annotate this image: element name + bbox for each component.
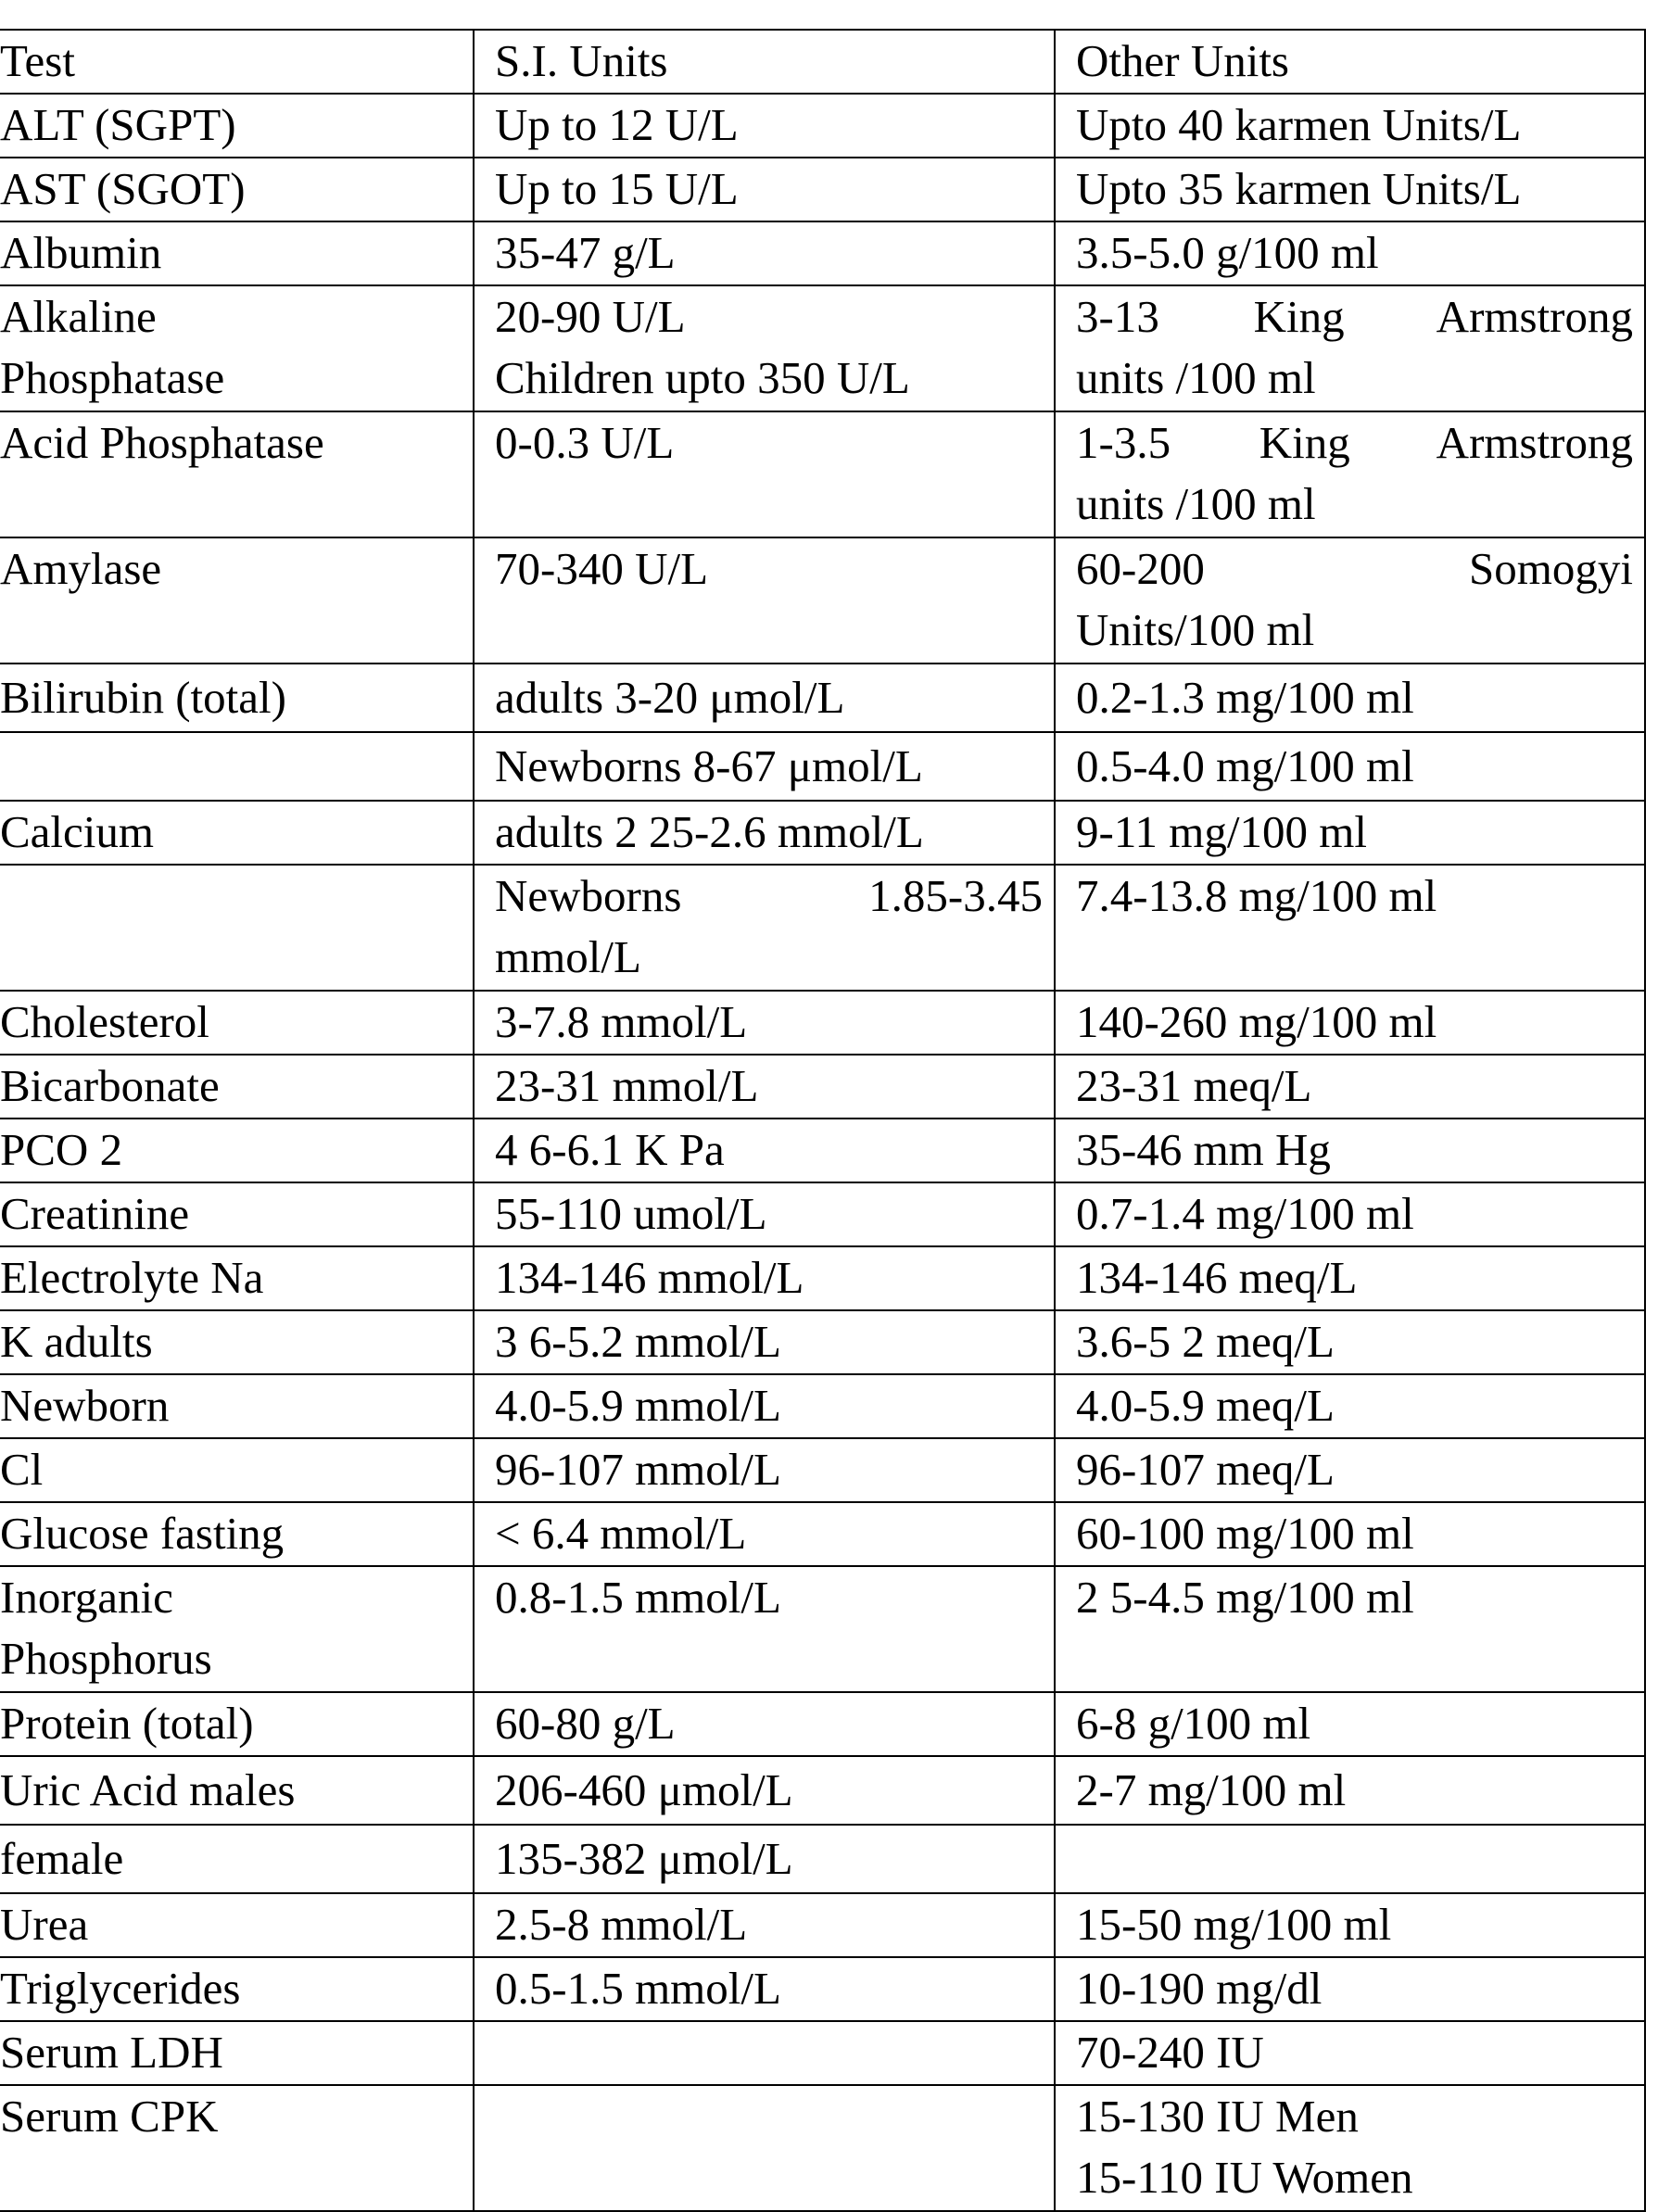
cell-test [0,1502,474,1566]
cell-test [0,1825,474,1893]
cell-line: ALT (SGPT) [0,99,236,150]
cell-line: Upto 40 karmen Units/L [1076,99,1522,150]
cell-line: 60-200 Somogyi [1076,543,1633,594]
table-row [0,1825,1645,1893]
cell-test [0,1310,474,1374]
cell-test [0,537,474,664]
cell-test [0,732,474,801]
cell-line: 3-7.8 mmol/L [495,996,748,1047]
cell-test [0,2085,474,2211]
cell-test [0,1119,474,1182]
table-row [0,1055,1645,1119]
cell-line: Upto 35 karmen Units/L [1076,163,1522,214]
cell-line: 0.5-1.5 mmol/L [495,1963,781,2014]
cell-other [1055,2021,1645,2085]
cell-si [474,1246,1055,1310]
cell-line: Triglycerides [0,1963,241,2014]
cell-line: Newborns 1.85-3.45 [495,870,1043,921]
cell-line: 15-50 mg/100 ml [1076,1899,1392,1950]
cell-line: Albumin [0,227,162,278]
cell-other [1055,1055,1645,1119]
cell-other [1055,664,1645,732]
cell-test [0,94,474,158]
cell-other [1055,1692,1645,1756]
cell-other [1055,158,1645,221]
table-row [0,1957,1645,2021]
cell-line: Cl [0,1444,44,1495]
cell-line: 140-260 mg/100 ml [1076,996,1437,1047]
cell-line: 35-47 g/L [495,227,676,278]
cell-si [474,1957,1055,2021]
table-row [0,1119,1645,1182]
table-row [0,1182,1645,1246]
table-row [0,1893,1645,1957]
cell-line: Serum LDH [0,2027,223,2078]
table-row [0,1692,1645,1756]
cell-test [0,1438,474,1502]
table-row [0,2021,1645,2085]
table-row [0,664,1645,732]
cell-other [1055,865,1645,991]
cell-si [474,1310,1055,1374]
cell-line: 6-8 g/100 ml [1076,1698,1311,1749]
cell-test [0,1055,474,1119]
table-row [0,991,1645,1055]
cell-test [0,1692,474,1756]
header-si-units: S.I. Units [474,30,1055,94]
cell-line: 70-240 IU [1076,2027,1264,2078]
cell-line: Protein (total) [0,1698,254,1749]
cell-line: 3.5-5.0 g/100 ml [1076,227,1379,278]
cell-line: 60-80 g/L [495,1698,676,1749]
cell-si [474,865,1055,991]
cell-si [474,1438,1055,1502]
cell-line: 20-90 U/L [495,291,686,342]
cell-test [0,865,474,991]
cell-line: 7.4-13.8 mg/100 ml [1076,870,1437,921]
table-row [0,1374,1645,1438]
cell-other [1055,537,1645,664]
cell-line: Bicarbonate [0,1060,220,1111]
cell-si [474,1055,1055,1119]
cell-other [1055,801,1645,865]
cell-line: 15-110 IU Women [1076,2152,1413,2203]
cell-line: 1-3.5 King Armstrong [1076,417,1633,468]
cell-line: 0.8-1.5 mmol/L [495,1572,781,1623]
cell-line: units /100 ml [1076,478,1316,529]
cell-line: 0.2-1.3 mg/100 ml [1076,672,1414,723]
cell-other [1055,285,1645,411]
cell-line: 23-31 meq/L [1076,1060,1312,1111]
cell-line: 2-7 mg/100 ml [1076,1764,1347,1815]
cell-line: Alkaline [0,291,157,342]
cell-other [1055,1756,1645,1825]
cell-line: 0.5-4.0 mg/100 ml [1076,740,1414,791]
cell-si [474,1374,1055,1438]
cell-line: 3.6-5 2 meq/L [1076,1316,1335,1367]
cell-line: Phosphorus [0,1633,212,1684]
cell-si [474,537,1055,664]
cell-line: Cholesterol [0,996,209,1047]
cell-other [1055,1374,1645,1438]
header-row [0,30,1645,94]
cell-line: adults 2 25-2.6 mmol/L [495,806,924,857]
cell-si [474,2085,1055,2211]
table-row [0,801,1645,865]
cell-other [1055,1438,1645,1502]
cell-other [1055,732,1645,801]
cell-line: 60-100 mg/100 ml [1076,1508,1414,1559]
table-row [0,732,1645,801]
cell-line: 70-340 U/L [495,543,708,594]
cell-line: Serum CPK [0,2091,219,2142]
cell-line: 96-107 mmol/L [495,1444,781,1495]
cell-line: 9-11 mg/100 ml [1076,806,1367,857]
table-row [0,285,1645,411]
cell-other [1055,1566,1645,1692]
cell-si [474,158,1055,221]
cell-test [0,285,474,411]
cell-other [1055,1119,1645,1182]
table-row [0,1438,1645,1502]
cell-other [1055,1893,1645,1957]
cell-si [474,1756,1055,1825]
table-row [0,221,1645,285]
cell-si [474,1502,1055,1566]
cell-line: 3 6-5.2 mmol/L [495,1316,781,1367]
cell-line: Uric Acid males [0,1764,296,1815]
cell-line: Phosphatase [0,352,225,403]
cell-other [1055,1246,1645,1310]
table-body [0,94,1645,2211]
cell-test [0,1566,474,1692]
table-row [0,1756,1645,1825]
cell-line: 15-130 IU Men [1076,2091,1359,2142]
cell-other [1055,411,1645,537]
table-row [0,1310,1645,1374]
cell-line: mmol/L [495,931,641,982]
cell-test [0,1893,474,1957]
cell-line: 2.5-8 mmol/L [495,1899,748,1950]
cell-si [474,664,1055,732]
cell-line: 134-146 mmol/L [495,1252,804,1303]
cell-other [1055,1957,1645,2021]
cell-line: Up to 12 U/L [495,99,739,150]
table-row [0,158,1645,221]
cell-line: Amylase [0,543,162,594]
cell-test [0,221,474,285]
cell-line: 4 6-6.1 K Pa [495,1124,725,1175]
table-row [0,1502,1645,1566]
cell-line: 4.0-5.9 mmol/L [495,1380,781,1431]
cell-other [1055,2085,1645,2211]
cell-line: 0.7-1.4 mg/100 ml [1076,1188,1414,1239]
table-row [0,94,1645,158]
cell-si [474,1566,1055,1692]
cell-line: 135-382 μmol/L [495,1833,793,1884]
cell-line: Children upto 350 U/L [495,352,910,403]
table-row [0,1566,1645,1692]
table-row [0,537,1645,664]
cell-line: 206-460 μmol/L [495,1764,793,1815]
cell-si [474,285,1055,411]
cell-other [1055,221,1645,285]
cell-si [474,2021,1055,2085]
cell-line: Urea [0,1899,89,1950]
cell-si [474,221,1055,285]
cell-line: 10-190 mg/dl [1076,1963,1323,2014]
cell-line: Acid Phosphatase [0,417,324,468]
cell-line: Units/100 ml [1076,604,1315,655]
table-row [0,865,1645,991]
cell-line: 96-107 meq/L [1076,1444,1335,1495]
cell-line: Up to 15 U/L [495,163,739,214]
cell-test [0,1182,474,1246]
cell-line: 4.0-5.9 meq/L [1076,1380,1335,1431]
cell-other [1055,1310,1645,1374]
header-other-units: Other Units [1055,30,1645,94]
cell-test [0,801,474,865]
cell-line: Newborn [0,1380,170,1431]
cell-line: Inorganic [0,1572,173,1623]
cell-line: Newborns 8-67 μmol/L [495,740,923,791]
cell-other [1055,94,1645,158]
cell-line: PCO 2 [0,1124,123,1175]
cell-test [0,664,474,732]
cell-test [0,1374,474,1438]
cell-test [0,1957,474,2021]
reference-ranges-table [0,29,1646,2212]
cell-line: 134-146 meq/L [1076,1252,1358,1303]
cell-line: Calcium [0,806,155,857]
table-row [0,1246,1645,1310]
cell-si [474,801,1055,865]
cell-line: Glucose fasting [0,1508,285,1559]
cell-line: Electrolyte Na [0,1252,264,1303]
cell-other [1055,1182,1645,1246]
cell-other [1055,991,1645,1055]
cell-other [1055,1825,1645,1893]
cell-line: female [0,1833,124,1884]
cell-si [474,991,1055,1055]
cell-line: 0-0.3 U/L [495,417,675,468]
cell-si [474,1182,1055,1246]
cell-test [0,991,474,1055]
cell-si [474,411,1055,537]
cell-line: AST (SGOT) [0,163,246,214]
cell-test [0,1756,474,1825]
header-test: Test [0,30,474,94]
cell-line: < 6.4 mmol/L [495,1508,747,1559]
cell-line: adults 3-20 μmol/L [495,672,845,723]
cell-line: 23-31 mmol/L [495,1060,759,1111]
cell-line: 35-46 mm Hg [1076,1124,1331,1175]
cell-line: Bilirubin (total) [0,672,286,723]
cell-line: units /100 ml [1076,352,1316,403]
cell-si [474,1825,1055,1893]
cell-si [474,1893,1055,1957]
cell-si [474,1119,1055,1182]
cell-test [0,158,474,221]
cell-line: Creatinine [0,1188,190,1239]
cell-test [0,411,474,537]
cell-si [474,1692,1055,1756]
cell-other [1055,1502,1645,1566]
cell-si [474,94,1055,158]
cell-si [474,732,1055,801]
cell-line: 3-13 King Armstrong [1076,291,1633,342]
table-row [0,411,1645,537]
cell-line: 2 5-4.5 mg/100 ml [1076,1572,1414,1623]
cell-test [0,2021,474,2085]
cell-line: 55-110 umol/L [495,1188,767,1239]
cell-line: K adults [0,1316,153,1367]
cell-test [0,1246,474,1310]
table-row [0,2085,1645,2211]
